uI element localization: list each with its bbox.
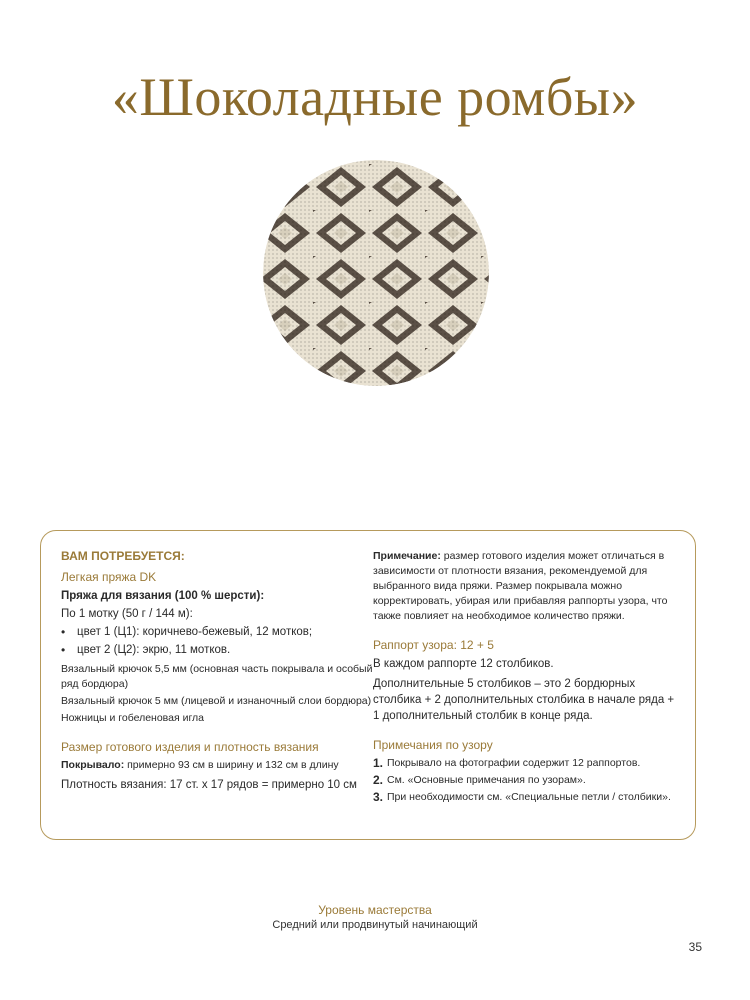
skill-level bbox=[0, 902, 750, 933]
size-note: Примечание: размер готового изделия может отличаться в зависимости от плотности вязания, рекомендуемой для выбранного вида пряжи. Размер покрывала можно корректировать, убирая или прибавляя раппорты узора, что также повлияет на необходимое количество пряжи. bbox=[373, 550, 668, 622]
gauge-info: Плотность вязания: 17 ст. х 17 рядов = примерно 10 см bbox=[61, 779, 357, 791]
repeat-heading: Раппорт узора: 12 + 5 bbox=[373, 638, 494, 652]
page-number: 35 bbox=[688, 940, 702, 954]
pattern-note: 2. См. «Основные примечания по узорам». bbox=[373, 773, 586, 787]
skein-info: По 1 мотку (50 г / 144 м): bbox=[61, 608, 193, 620]
repeat-extra: Дополнительные 5 столбиков – это 2 бордюрных столбика + 2 дополнительных столбика в начале ряда + 1 дополнительный столбик в конце ряда. bbox=[373, 678, 675, 722]
crochet-swatch-photo bbox=[263, 160, 489, 386]
skill-level-value: Средний или продвинутый начинающий bbox=[272, 919, 478, 931]
pattern-note: 3. При необходимости см. «Специальные петли / столбики». bbox=[373, 790, 671, 804]
hook-info: Вязальный крючок 5 мм (лицевой и изнаночный слои бордюра) bbox=[61, 695, 372, 707]
materials-column bbox=[61, 549, 376, 793]
size-info: Покрывало: примерно 93 см в ширину и 132 см в длину bbox=[61, 759, 339, 771]
color-item: • цвет 2 (Ц2): экрю, 11 мотков. bbox=[61, 643, 231, 657]
color-item: • цвет 1 (Ц1): коричнево-бежевый, 12 мотков; bbox=[61, 625, 313, 639]
yarn-type: Легкая пряжа DK bbox=[61, 570, 157, 584]
page-title: «Шоколадные ромбы» bbox=[111, 67, 639, 127]
skill-level-label: Уровень мастерства bbox=[318, 903, 432, 917]
pattern-note: 1. Покрывало на фотографии содержит 12 раппортов. bbox=[373, 756, 641, 770]
materials-heading: ВАМ ПОТРЕБУЕТСЯ: bbox=[61, 549, 185, 563]
materials-box bbox=[40, 530, 696, 840]
size-heading: Размер готового изделия и плотность вязания bbox=[61, 740, 319, 754]
pattern-notes-heading: Примечания по узору bbox=[373, 738, 493, 752]
bullet-icon: • bbox=[61, 625, 66, 639]
hook-info: Вязальный крючок 5,5 мм (основная часть покрывала и особый ряд бордюра) bbox=[61, 663, 373, 690]
repeat-info: В каждом раппорте 12 столбиков. bbox=[373, 658, 554, 670]
tools-info: Ножницы и гобеленовая игла bbox=[61, 712, 205, 724]
yarn-label: Пряжа для вязания (100 % шерсти): bbox=[61, 590, 265, 602]
bullet-icon: • bbox=[61, 643, 66, 657]
notes-column bbox=[373, 549, 683, 805]
